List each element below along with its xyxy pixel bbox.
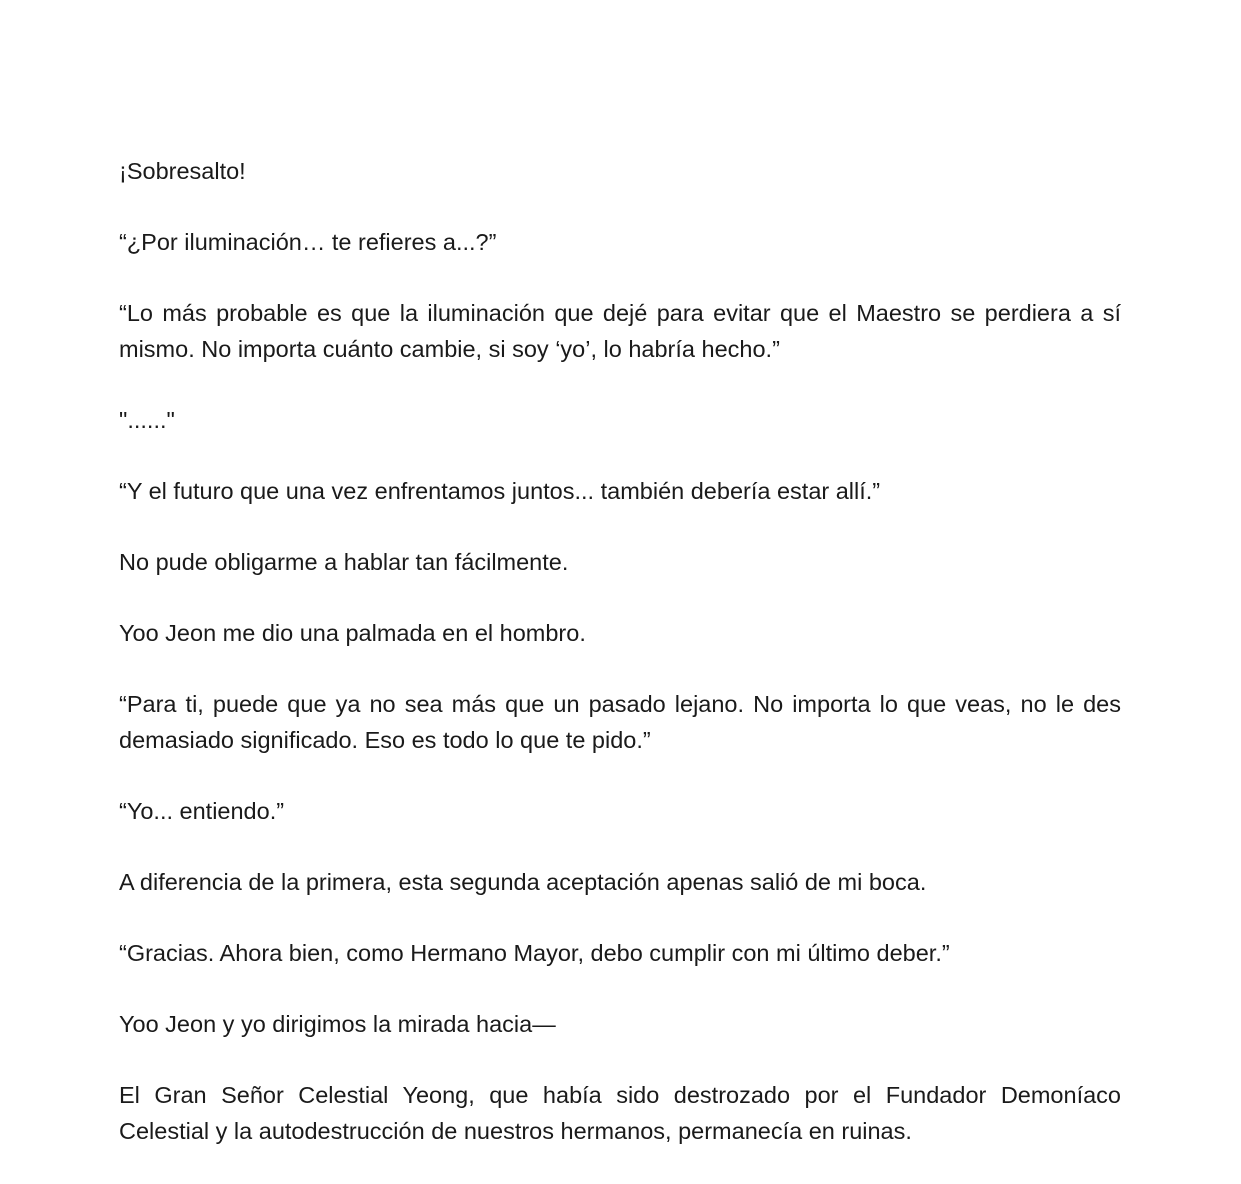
paragraph: “Gracias. Ahora bien, como Hermano Mayor, debo cumplir con mi último deber.”	[119, 940, 950, 966]
paragraph: “Y el futuro que una vez enfrentamos juntos... también debería estar allí.”	[119, 478, 881, 504]
paragraph: Yoo Jeon y yo dirigimos la mirada hacia—	[119, 1011, 556, 1037]
paragraph: Yoo Jeon me dio una palmada en el hombro.	[119, 620, 586, 646]
paragraph: A diferencia de la primera, esta segunda aceptación apenas salió de mi boca.	[119, 869, 927, 895]
paragraph: “Para ti, puede que ya no sea más que un pasado lejano. No importa lo que veas, no le des demasiado significado. Eso es todo lo que te pido.”	[119, 691, 1121, 753]
paragraph: “Yo... entiendo.”	[119, 798, 285, 824]
paragraph: ¡Sobresalto!	[119, 158, 246, 184]
document-body	[119, 153, 1121, 1184]
paragraph: El Gran Señor Celestial Yeong, que había sido destrozado por el Fundador Demoníaco Celestial y la autodestrucción de nuestros hermanos, permanecía en ruinas.	[119, 1082, 1121, 1144]
paragraph: “Lo más probable es que la iluminación que dejé para evitar que el Maestro se perdiera a sí mismo. No importa cuánto cambie, si soy ‘yo’, lo habría hecho.”	[119, 300, 1121, 362]
paragraph: No pude obligarme a hablar tan fácilmente.	[119, 549, 569, 575]
paragraph: “¿Por iluminación… te refieres a...?”	[119, 229, 497, 255]
paragraph: "......"	[119, 407, 175, 433]
